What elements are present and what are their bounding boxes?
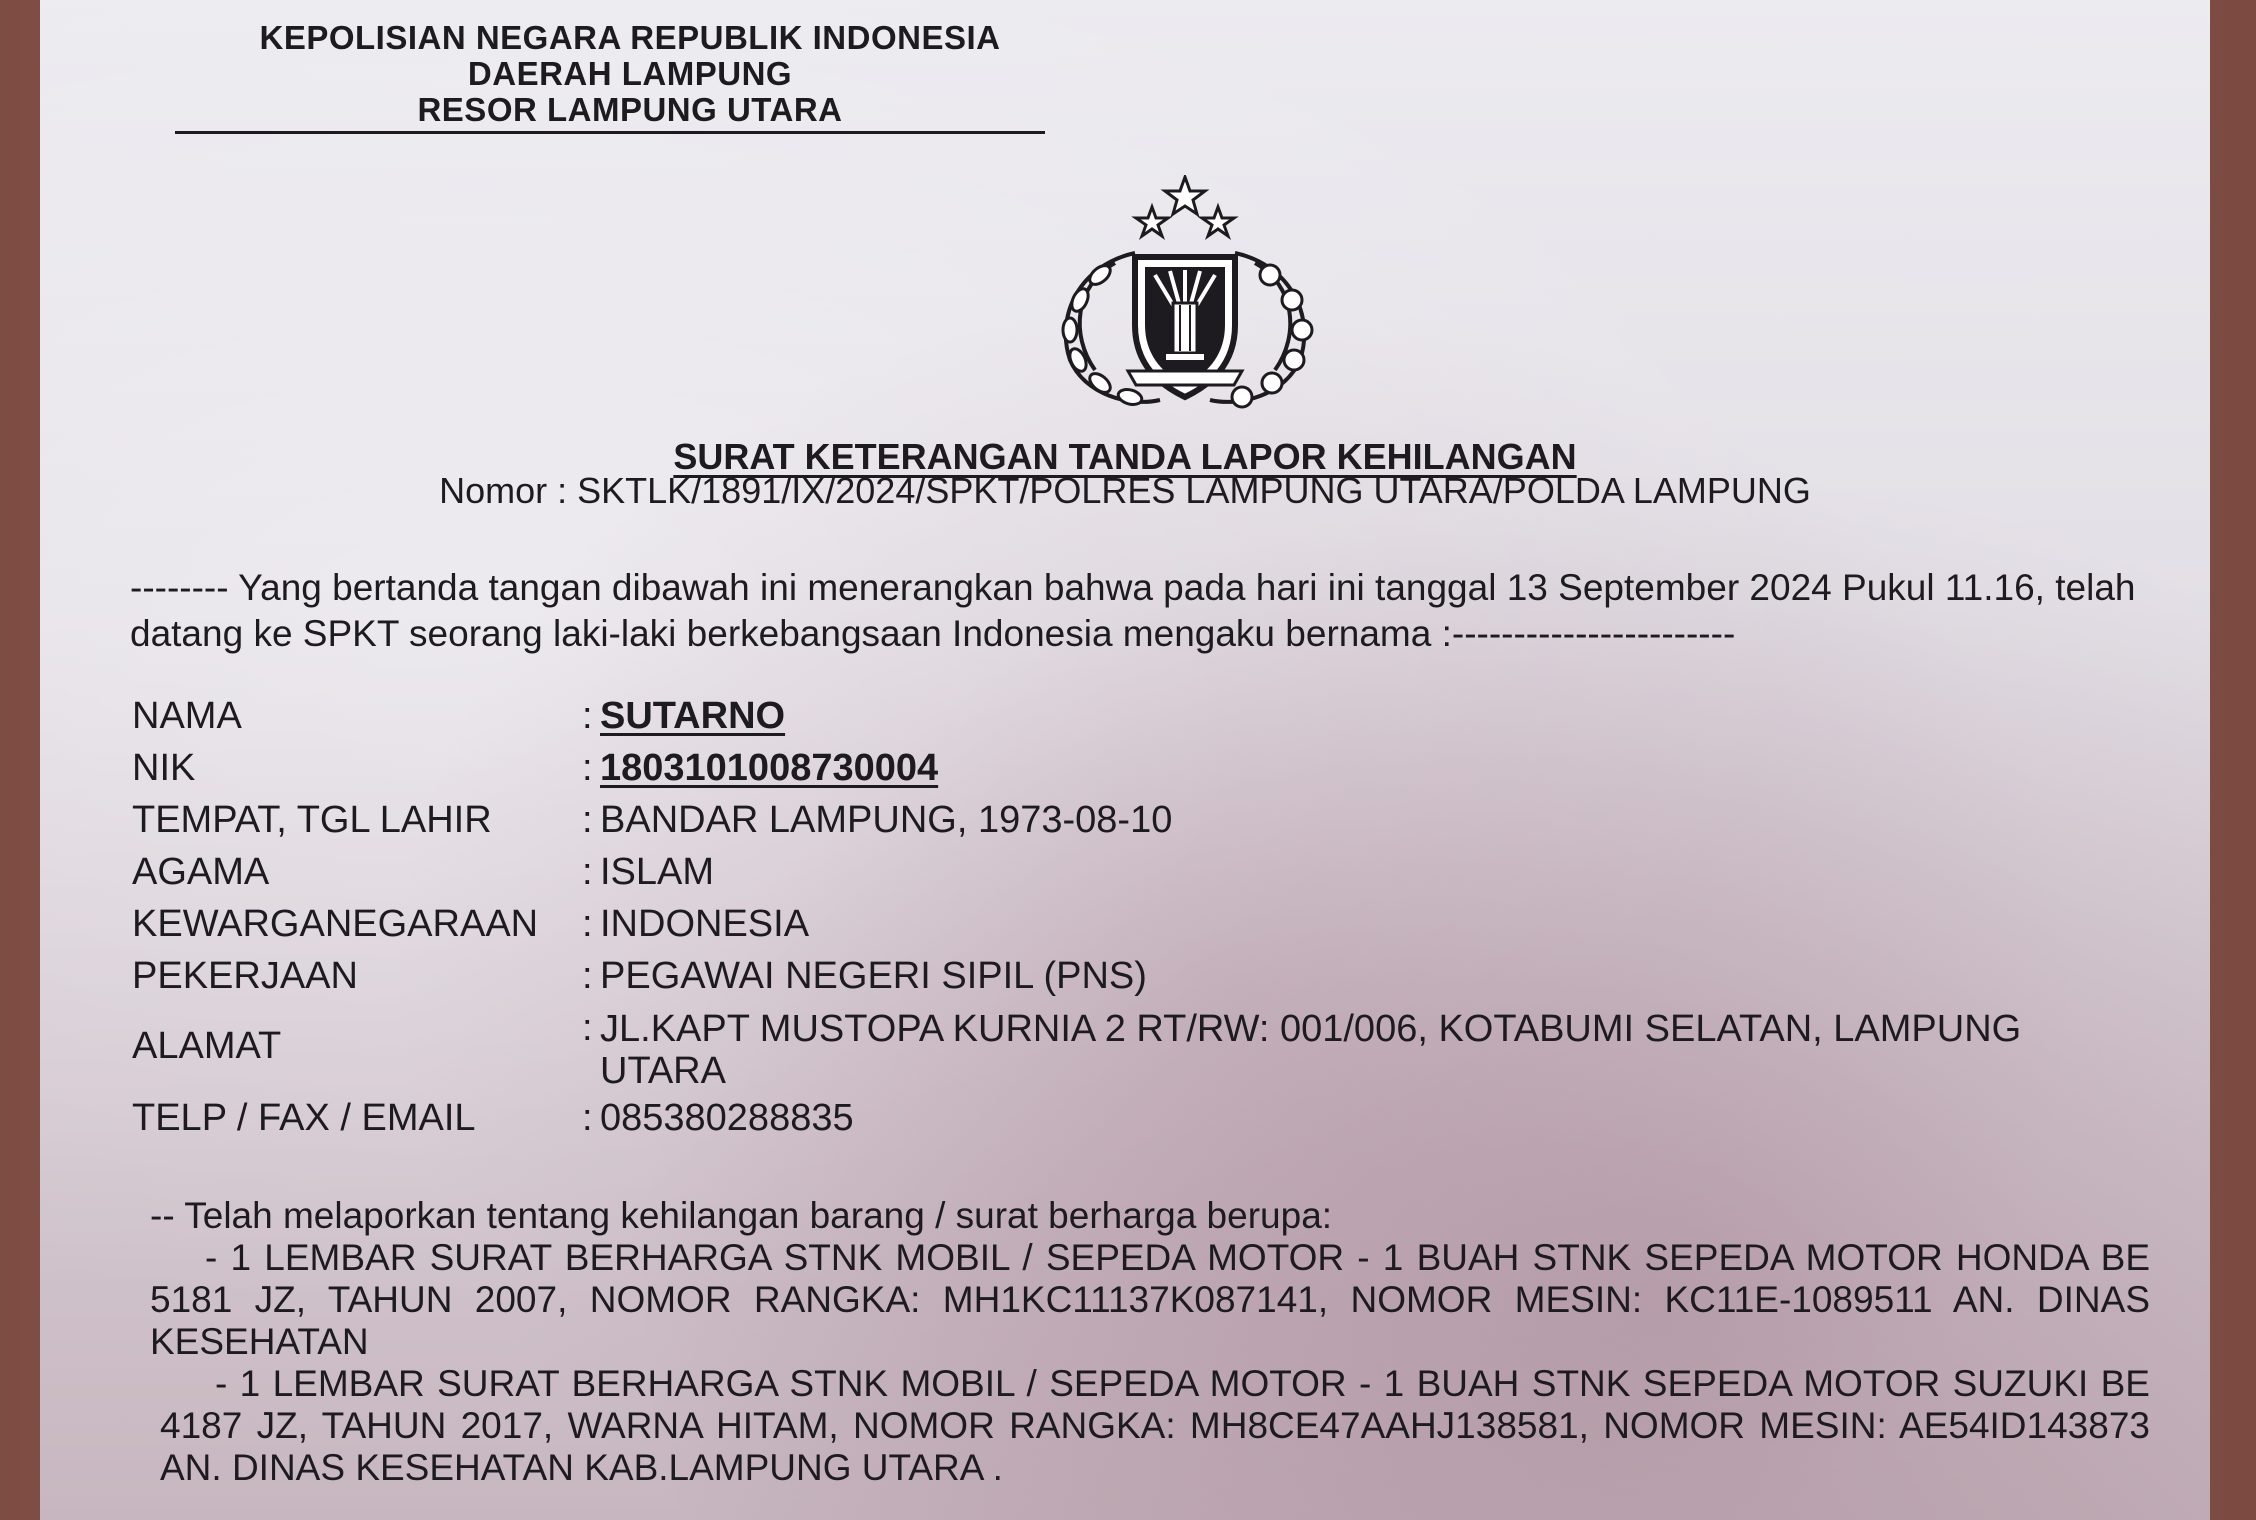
field-label: NIK [132,747,196,789]
intro-paragraph: -------- Yang bertanda tangan dibawah ini menerangkan bahwa pada hari ini tanggal 13 September 2024 Pukul 11.16, telah datang ke SPKT seorang laki-laki berkebangsaan Indonesia mengaku bernama :----------------------- [130,567,2136,654]
field-value-alamat: JL.KAPT MUSTOPA KURNIA 2 RT/RW: 001/006, KOTABUMI SELATAN, LAMPUNG UTARA [600,1008,2022,1092]
field-colon: : [582,747,593,789]
letterhead-line-2: DAERAH LAMPUNG [467,55,793,92]
field-value-birth: BANDAR LAMPUNG, 1973-08-10 [600,799,1173,841]
field-value-telp: 085380288835 [600,1097,854,1139]
field-row-kewarganegaraan [132,898,2132,950]
field-row-nama [132,690,2132,742]
letterhead-line-1: KEPOLISIAN NEGARA REPUBLIK INDONESIA [259,19,1001,56]
field-colon: : [582,851,593,893]
police-emblem-icon [1040,175,1330,415]
field-colon: : [582,1007,593,1049]
field-value-nama: SUTARNO [600,695,786,737]
document-number [40,470,2210,512]
field-row-agama [132,846,2132,898]
field-label: NAMA [132,695,242,737]
field-colon: : [582,1097,593,1139]
field-label: PEKERJAAN [132,955,358,997]
document-page [40,0,2210,1520]
field-label: TEMPAT, TGL LAHIR [132,799,492,841]
field-colon: : [582,695,593,737]
letterhead [175,20,1085,128]
field-value-pekerjaan: PEGAWAI NEGERI SIPIL (PNS) [600,955,1147,997]
field-label: AGAMA [132,851,270,893]
letterhead-line-3: RESOR LAMPUNG UTARA [417,91,843,128]
document-number-value: SKTLK/1891/IX/2024/SPKT/POLRES LAMPUNG UTARA/POLDA LAMPUNG [577,470,1811,511]
field-row-nik [132,742,2132,794]
letterhead-divider [175,131,1045,134]
reporter-details [132,690,2132,1144]
field-value-nik: 1803101008730004 [600,747,939,789]
document-title: SURAT KETERANGAN TANDA LAPOR KEHILANGAN [673,436,1577,477]
lost-items-report [150,1195,2150,1489]
field-colon: : [582,799,593,841]
field-label: ALAMAT [132,1025,282,1067]
lost-item-1: - 1 LEMBAR SURAT BERHARGA STNK MOBIL / SEPEDA MOTOR - 1 BUAH STNK SEPEDA MOTOR HONDA BE 5181 JZ, TAHUN 2007, NOMOR RANGKA: MH1KC11137K087141, NOMOR MESIN: KC11E-1089511 AN. DINAS KESEHATAN [150,1237,2150,1362]
field-colon: : [582,955,593,997]
document-number-label: Nomor : [439,470,568,511]
field-row-alamat [132,1002,2132,1092]
field-colon: : [582,903,593,945]
field-value-agama: ISLAM [600,851,715,893]
field-row-pekerjaan [132,950,2132,1002]
field-value-kewarganegaraan: INDONESIA [600,903,810,945]
report-lead: -- Telah melaporkan tentang kehilangan barang / surat berharga berupa: [150,1195,1333,1236]
field-row-telp [132,1092,2132,1144]
field-label: KEWARGANEGARAAN [132,903,539,945]
lost-item-2: - 1 LEMBAR SURAT BERHARGA STNK MOBIL / SEPEDA MOTOR - 1 BUAH STNK SEPEDA MOTOR SUZUKI BE 4187 JZ, TAHUN 2017, WARNA HITAM, NOMOR RANGKA: MH8CE47AAHJ138581, NOMOR MESIN: AE54ID143873 AN. DINAS KESEHATAN KAB.LAMPUNG UTARA . [160,1363,2150,1488]
field-label: TELP / FAX / EMAIL [132,1097,476,1139]
field-row-birth [132,794,2132,846]
